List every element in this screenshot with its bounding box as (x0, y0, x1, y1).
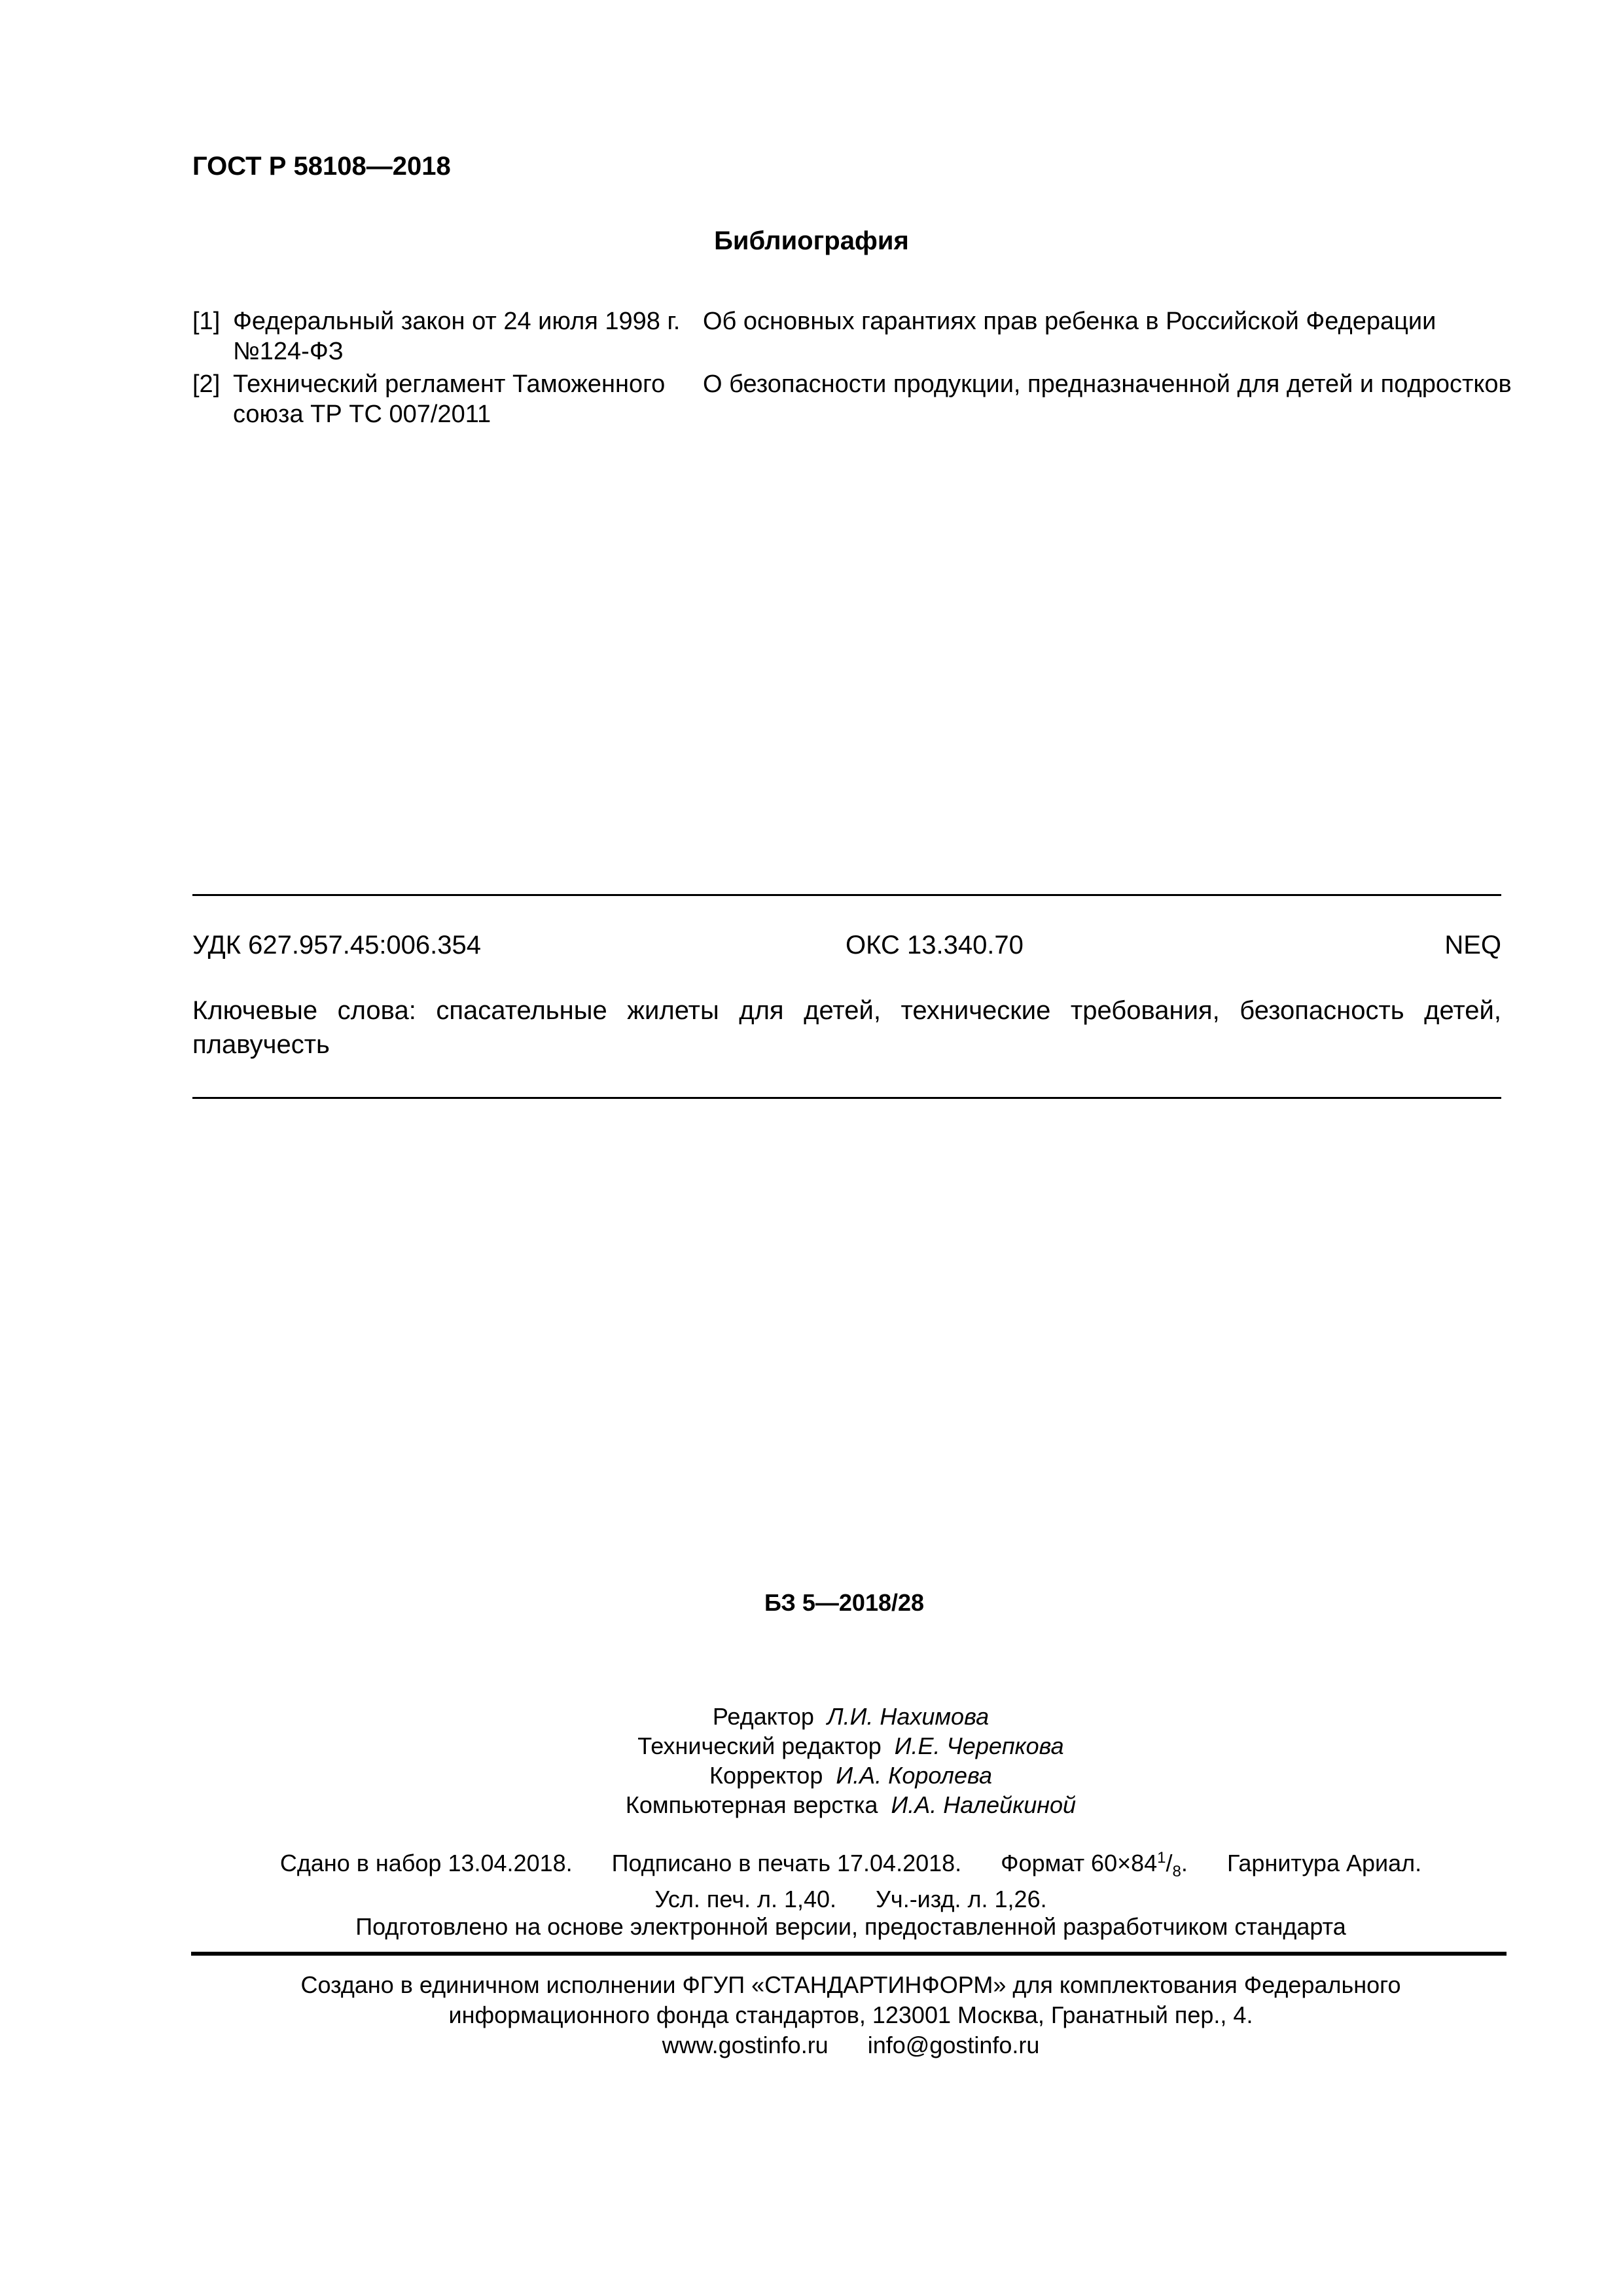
bibliography-entry-number: [2] (192, 370, 221, 398)
udk-code: УДК 627.957.45:006.354 (192, 931, 482, 960)
document-code: ГОСТ Р 58108—2018 (192, 152, 451, 181)
print-info-line (0, 1886, 1623, 1913)
credit-line (0, 1761, 1623, 1790)
neq-label: NEQ (1444, 931, 1501, 960)
bibliography-entry-source-line: Федеральный закон от 24 июля 1998 г. (233, 308, 681, 335)
credit-name: И.А. Королева (836, 1762, 992, 1789)
footer-contacts (0, 2030, 1623, 2060)
credits-block (0, 1702, 1623, 1820)
divider (192, 894, 1501, 896)
bibliography-title: Библиография (714, 226, 909, 255)
footer (0, 1970, 1623, 2060)
oks-code: ОКС 13.340.70 (846, 931, 1024, 960)
bibliography-entry-title: Об основных гарантиях прав ребенка в Российской Федерации (703, 308, 1436, 335)
publishing-sheets: Уч.-изд. л. 1,26. (876, 1886, 1047, 1913)
credit-role: Компьютерная верстка (625, 1791, 878, 1818)
credit-line (0, 1731, 1623, 1761)
credit-role: Корректор (709, 1762, 823, 1789)
keywords: Ключевые слова: спасательные жилеты для детей, технические требования, безопасность детей, плавучесть (192, 996, 1501, 1059)
divider (192, 1097, 1501, 1099)
credit-name: И.Е. Черепкова (894, 1732, 1064, 1759)
email-link[interactable]: info@gostinfo.ru (867, 2032, 1040, 2058)
prepared-note: Подготовлено на основе электронной версии, предоставленной разработчиком стандарта (355, 1913, 1346, 1941)
credit-name: Л.И. Нахимова (827, 1703, 990, 1730)
credit-line (0, 1790, 1623, 1820)
bibliography-entry-number: [1] (192, 308, 221, 335)
print-sheets: Усл. печ. л. 1,40. (654, 1886, 837, 1913)
bibliography-entry-title: О безопасности продукции, предназначенной для детей и подростков (703, 370, 1512, 398)
credit-line (0, 1702, 1623, 1731)
bibliography-entry-source-line: союза ТР ТС 007/2011 (233, 401, 491, 428)
footer-line: Создано в единичном исполнении ФГУП «СТАНДАРТИНФОРМ» для комплектования Федерального (300, 1971, 1401, 1998)
credit-role: Технический редактор (637, 1732, 882, 1759)
format: Формат $60\times 84^1/_8$. (1001, 1849, 1188, 1881)
divider (191, 1952, 1507, 1956)
print-info-line (0, 1844, 1623, 1886)
bz-number: БЗ 5—2018/28 (764, 1589, 925, 1616)
credit-name: И.А. Налейкиной (891, 1791, 1077, 1818)
credit-role: Редактор (712, 1703, 814, 1730)
signed-date: Подписано в печать 17.04.2018. (611, 1850, 962, 1876)
bibliography-entry-source-line: №124-ФЗ (233, 338, 344, 365)
submitted-date: Сдано в набор 13.04.2018. (279, 1850, 573, 1876)
footer-line: информационного фонда стандартов, 123001 Москва, Гранатный пер., 4. (448, 2001, 1253, 2028)
bibliography-entry-source-line: Технический регламент Таможенного (233, 370, 666, 398)
website-link[interactable]: www.gostinfo.ru (662, 2032, 829, 2058)
typeface: Гарнитура Ариал. (1226, 1850, 1422, 1876)
bibliography-entry-source (233, 369, 691, 429)
print-info (0, 1844, 1623, 1941)
bibliography-entry-source (233, 306, 691, 367)
